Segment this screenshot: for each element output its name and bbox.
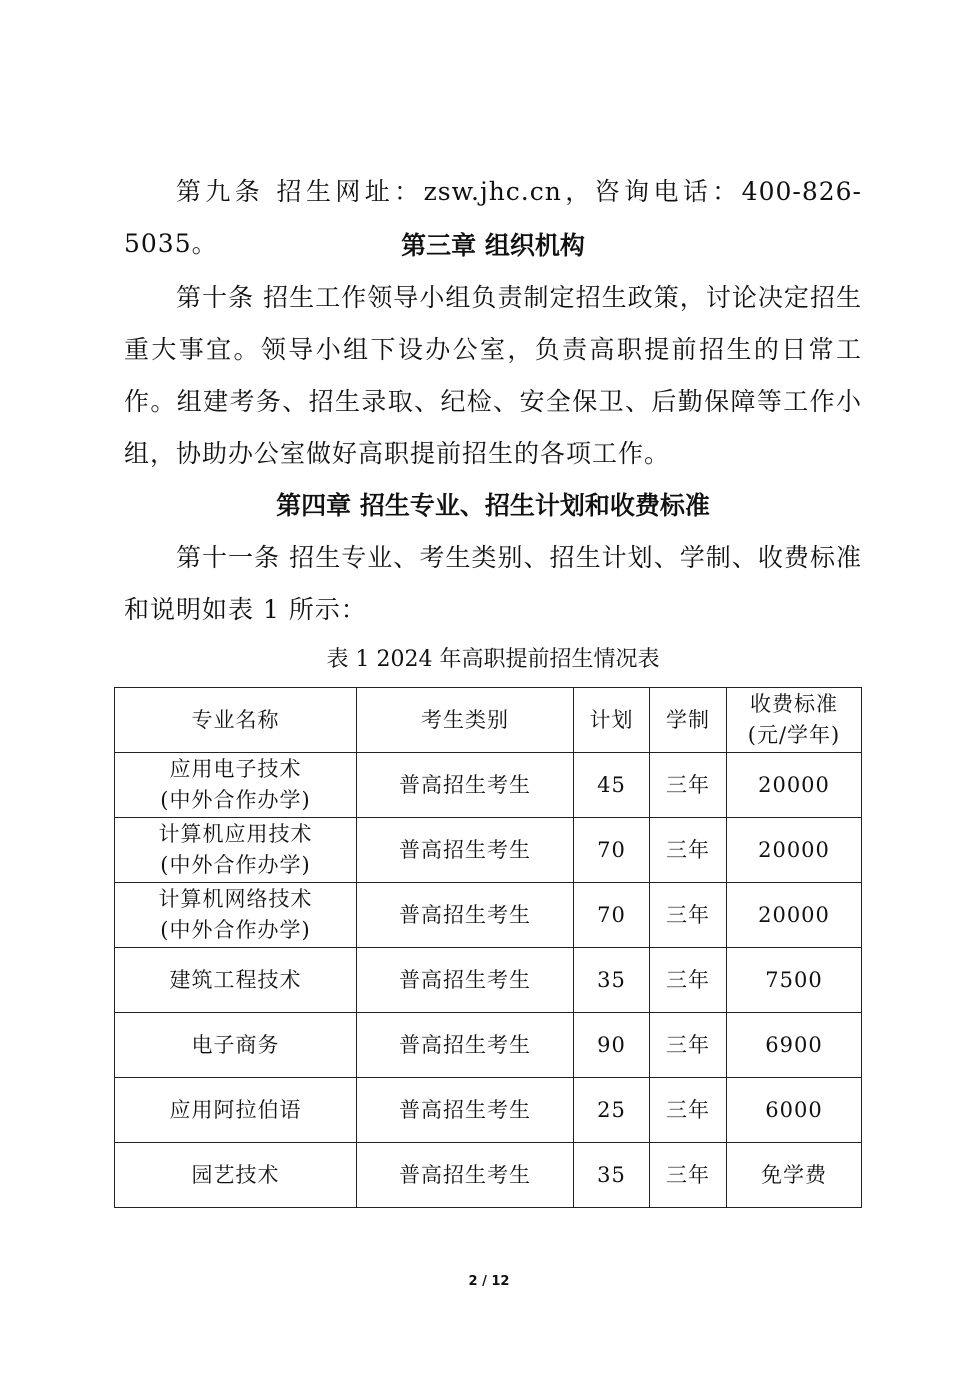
cell-plan: 70 [574, 818, 650, 883]
major-name: 应用电子技术 [169, 757, 302, 781]
header-fee-line2: (元/学年) [747, 723, 841, 747]
article-9: 第九条 招生网址：zsw.jhc.cn，咨询电话：400-826-5035。 [124, 177, 862, 258]
page-number: 2 / 12 [468, 1274, 510, 1289]
table-row [115, 948, 862, 1013]
cell-duration: 三年 [650, 818, 727, 883]
header-fee-line1: 收费标准 [750, 692, 838, 716]
cell-duration: 三年 [650, 753, 727, 818]
header-duration: 学制 [650, 688, 727, 753]
table-row [115, 883, 862, 948]
cell-fee: 免学费 [727, 1143, 862, 1208]
table-row [115, 1078, 862, 1143]
cell-plan: 45 [574, 753, 650, 818]
table-header-row [115, 688, 862, 753]
cell-major: 电子商务 [115, 1013, 357, 1078]
cell-fee: 20000 [727, 883, 862, 948]
cell-major [115, 818, 357, 883]
cell-category: 普高招生考生 [357, 1013, 574, 1078]
major-name: 计算机网络技术 [158, 887, 313, 911]
header-fee [727, 688, 862, 753]
enrollment-table [114, 687, 862, 1208]
cell-fee: 20000 [727, 753, 862, 818]
cell-plan: 35 [574, 948, 650, 1013]
cell-fee: 7500 [727, 948, 862, 1013]
cell-major: 园艺技术 [115, 1143, 357, 1208]
cell-category: 普高招生考生 [357, 1143, 574, 1208]
table-row [115, 1013, 862, 1078]
cell-major: 建筑工程技术 [115, 948, 357, 1013]
cell-major: 应用阿拉伯语 [115, 1078, 357, 1143]
cell-category: 普高招生考生 [357, 818, 574, 883]
cell-plan: 25 [574, 1078, 650, 1143]
header-plan: 计划 [574, 688, 650, 753]
table-row [115, 818, 862, 883]
major-note: (中外合作办学) [160, 918, 311, 942]
cell-category: 普高招生考生 [357, 1078, 574, 1143]
major-note: (中外合作办学) [160, 853, 311, 877]
header-category: 考生类别 [357, 688, 574, 753]
cell-plan: 90 [574, 1013, 650, 1078]
cell-category: 普高招生考生 [357, 753, 574, 818]
article-11: 第十一条 招生专业、考生类别、招生计划、学制、收费标准和说明如表 1 所示： [124, 543, 862, 624]
cell-major [115, 883, 357, 948]
major-note: (中外合作办学) [160, 788, 311, 812]
cell-fee: 6000 [727, 1078, 862, 1143]
cell-category: 普高招生考生 [357, 948, 574, 1013]
article-10: 第十条 招生工作领导小组负责制定招生政策，讨论决定招生重大事宜。领导小组下设办公室，负责高职提前招生的日常工作。组建考务、招生录取、纪检、安全保卫、后勤保障等工作小组，协助办公室做好高职提前招生的各项工作。 [124, 283, 862, 468]
cell-fee: 20000 [727, 818, 862, 883]
cell-plan: 35 [574, 1143, 650, 1208]
chapter-3-heading: 第三章 组织机构 [401, 231, 585, 260]
cell-duration: 三年 [650, 1078, 727, 1143]
major-name: 计算机应用技术 [158, 822, 313, 846]
cell-duration: 三年 [650, 883, 727, 948]
cell-category: 普高招生考生 [357, 883, 574, 948]
cell-plan: 70 [574, 883, 650, 948]
table-row [115, 1143, 862, 1208]
table-row [115, 753, 862, 818]
chapter-4-heading: 第四章 招生专业、招生计划和收费标准 [276, 491, 710, 520]
table-caption: 表 1 2024 年高职提前招生情况表 [326, 647, 660, 672]
cell-major [115, 753, 357, 818]
cell-fee: 6900 [727, 1013, 862, 1078]
cell-duration: 三年 [650, 1013, 727, 1078]
cell-duration: 三年 [650, 1143, 727, 1208]
header-major: 专业名称 [115, 688, 357, 753]
cell-duration: 三年 [650, 948, 727, 1013]
